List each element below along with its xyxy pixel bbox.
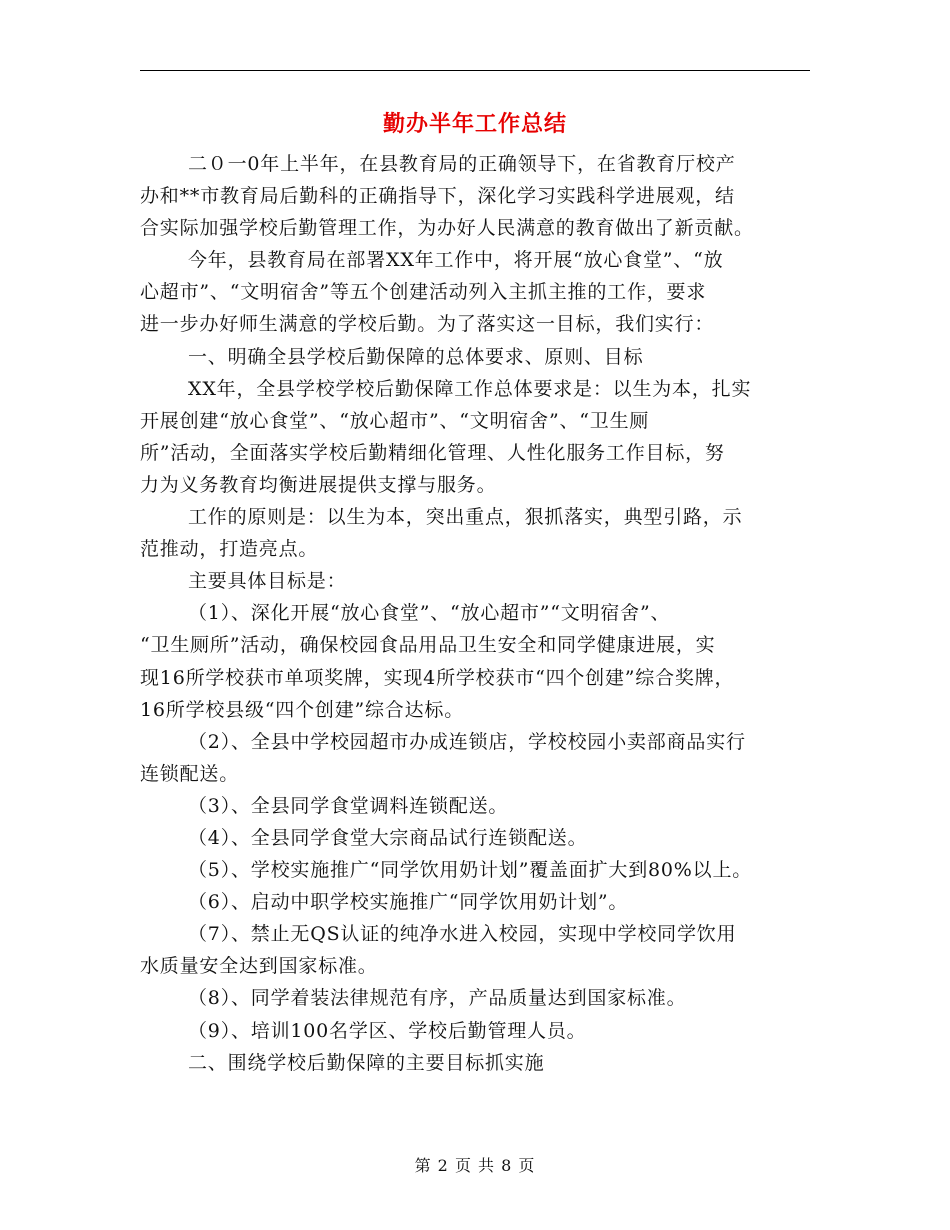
text-line: （9）、培训100名学区、学校后勤管理人员。 [188, 1019, 587, 1042]
text-line: 16所学校县级“四个创建”综合达标。 [140, 698, 465, 721]
text-line: （3）、全县同学食堂调料连锁配送。 [188, 794, 509, 817]
text-line: （4）、全县同学食堂大宗商品试行连锁配送。 [188, 826, 588, 849]
text-line: 心超市”、“文明宿舍”等五个创建活动列入主抓主推的工作，要求 [140, 281, 707, 304]
text-line: （6）、启动中职学校实施推广“同学饮用奶计划”。 [188, 891, 629, 914]
text-line: 一、明确全县学校后勤保障的总体要求、原则、目标 [188, 345, 644, 368]
text-line: 办和**市教育局后勤科的正确指导下，深化学习实践科学进展观，结 [140, 185, 735, 208]
text-line: 连锁配送。 [140, 762, 240, 785]
page-footer: 第 2 页 共 8 页 [414, 1156, 536, 1175]
text-line: 所”活动，全面落实学校后勤精细化管理、人性化服务工作目标，努 [140, 441, 725, 464]
text-line: 范推动，打造亮点。 [140, 538, 319, 561]
text-line: （2）、全县中学校园超市办成连锁店，学校校园小卖部商品实行 [188, 730, 746, 753]
text-line: （7）、禁止无QS认证的纯净水进入校园，实现中学校同学饮用 [188, 923, 737, 946]
text-line: （1）、深化开展“放心食堂”、“放心超市”“文明宿舍”、 [188, 602, 671, 625]
text-line: XX年，全县学校学校后勤保障工作总体要求是：以生为本，扎实 [188, 377, 752, 400]
text-line: 开展创建“放心食堂”、“放心超市”、“文明宿舍”、“卫生厕 [140, 409, 650, 432]
text-line: “卫生厕所”活动，确保校园食品用品卫生安全和同学健康进展，实 [140, 634, 716, 657]
text-line: 主要具体目标是： [188, 570, 347, 593]
text-line: 水质量安全达到国家标准。 [140, 955, 378, 978]
document-body [140, 148, 810, 1079]
text-line: 力为义务教育均衡进展提供支撑与服务。 [140, 473, 497, 496]
text-line: 今年，县教育局在部署XX年工作中，将开展“放心食堂”、“放 [188, 249, 724, 272]
text-line: 工作的原则是：以生为本，突出重点，狠抓落实，典型引路，示 [188, 506, 743, 529]
text-line: 进一步办好师生满意的学校后勤。为了落实这一目标，我们实行： [140, 313, 715, 336]
text-line: 二０一0年上半年，在县教育局的正确领导下，在省教育厅校产 [188, 153, 736, 175]
text-line: 现16所学校获市单项奖牌，实现4所学校获市“四个创建”综合奖牌， [140, 666, 735, 689]
text-line: 合实际加强学校后勤管理工作，为办好人民满意的教育做出了新贡献。 [140, 217, 754, 240]
text-line: 二、围绕学校后勤保障的主要目标抓实施 [188, 1051, 545, 1074]
header-rule [140, 70, 810, 71]
document-title: 勤办半年工作总结 [382, 112, 567, 137]
text-line: （5）、学校实施推广“同学饮用奶计划”覆盖面扩大到80%以上。 [188, 859, 753, 882]
text-line: （8）、同学着装法律规范有序，产品质量达到国家标准。 [188, 987, 687, 1010]
